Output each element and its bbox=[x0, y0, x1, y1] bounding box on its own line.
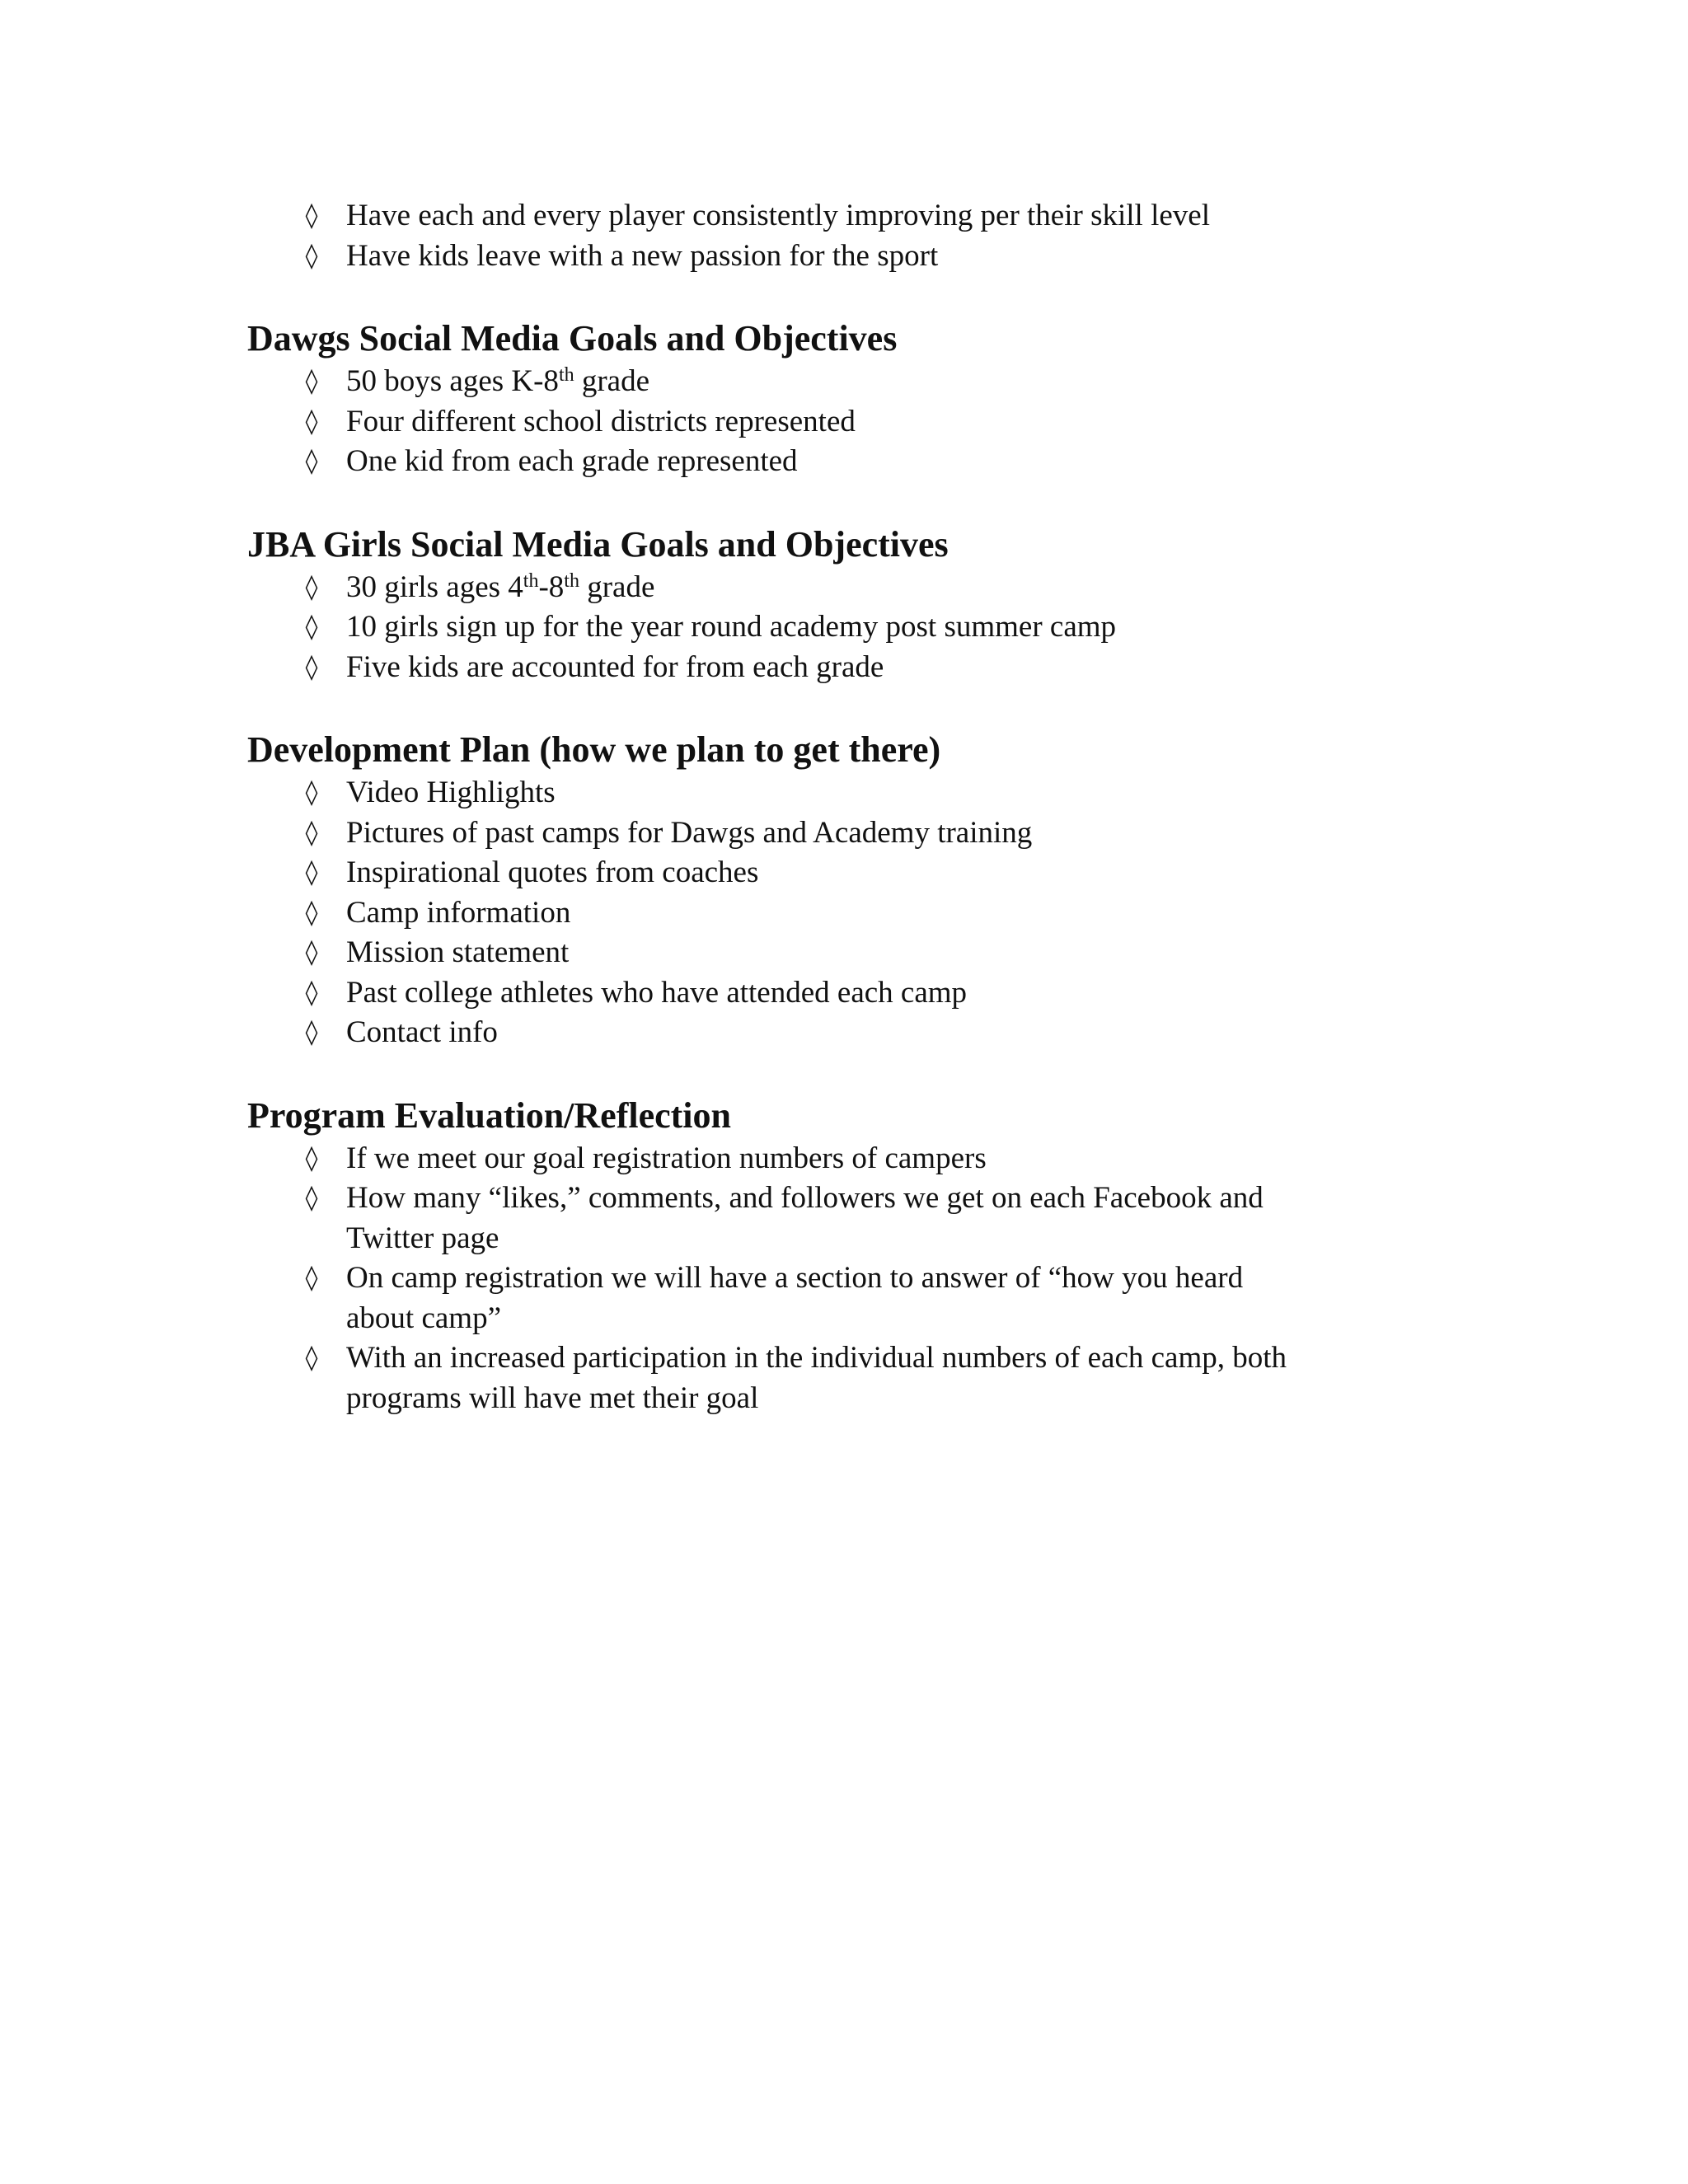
diamond-bullet-icon: ◊ bbox=[305, 201, 318, 230]
diamond-bullet-icon: ◊ bbox=[305, 977, 318, 1007]
diamond-bullet-icon: ◊ bbox=[305, 1183, 318, 1212]
text-line: programs will have met their goal bbox=[346, 1380, 759, 1415]
list-item-text: Have each and every player consistently improving per their skill level bbox=[346, 199, 1210, 232]
diamond-bullet-icon: ◊ bbox=[305, 1143, 318, 1173]
diamond-bullet-icon: ◊ bbox=[305, 447, 318, 476]
section-heading: Dawgs Social Media Goals and Objectives bbox=[247, 318, 898, 359]
diamond-bullet-icon: ◊ bbox=[305, 858, 318, 887]
superscript: th bbox=[523, 569, 539, 592]
diamond-bullet-icon: ◊ bbox=[305, 898, 318, 927]
superscript: th bbox=[564, 569, 579, 592]
dawgs-list bbox=[247, 362, 1451, 482]
jba-section bbox=[247, 522, 1451, 688]
text-fragment: 50 boys ages K-8 bbox=[346, 364, 559, 398]
text-line: Twitter page bbox=[346, 1221, 499, 1255]
development-section bbox=[247, 727, 1451, 1053]
diamond-bullet-icon: ◊ bbox=[305, 818, 318, 847]
list-item bbox=[247, 1179, 1451, 1258]
diamond-bullet-icon: ◊ bbox=[305, 612, 318, 641]
list-item bbox=[247, 237, 1451, 277]
list-item bbox=[247, 607, 1451, 648]
list-item bbox=[247, 893, 1451, 934]
list-item bbox=[247, 1258, 1451, 1338]
list-item-text bbox=[346, 1338, 1451, 1418]
diamond-bullet-icon: ◊ bbox=[305, 1263, 318, 1292]
list-item-text bbox=[346, 1179, 1451, 1258]
diamond-bullet-icon: ◊ bbox=[305, 652, 318, 682]
list-item bbox=[247, 442, 1451, 482]
list-item bbox=[247, 1139, 1451, 1179]
text-fragment: grade bbox=[579, 569, 655, 604]
diamond-bullet-icon: ◊ bbox=[305, 367, 318, 396]
diamond-bullet-icon: ◊ bbox=[305, 406, 318, 436]
diamond-bullet-icon: ◊ bbox=[305, 1018, 318, 1047]
list-item-text: Mission statement bbox=[346, 935, 570, 969]
diamond-bullet-icon: ◊ bbox=[305, 778, 318, 807]
list-item-text: Five kids are accounted for from each grade bbox=[346, 649, 884, 684]
text-line: With an increased participation in the individual numbers of each camp, both bbox=[346, 1341, 1287, 1375]
development-list bbox=[247, 773, 1451, 1053]
list-item-text bbox=[346, 1258, 1451, 1338]
list-item bbox=[247, 773, 1451, 813]
list-item bbox=[247, 1338, 1451, 1418]
list-item-text bbox=[346, 362, 1451, 402]
intro-list bbox=[247, 196, 1451, 276]
list-item bbox=[247, 362, 1451, 402]
list-item-text: Four different school districts represented bbox=[346, 404, 856, 438]
list-item bbox=[247, 1013, 1451, 1053]
list-item-text bbox=[346, 568, 1451, 608]
text-line: How many “likes,” comments, and followers we get on each Facebook and bbox=[346, 1181, 1264, 1215]
jba-list bbox=[247, 568, 1451, 688]
list-item bbox=[247, 568, 1451, 608]
list-item bbox=[247, 196, 1451, 237]
text-fragment: -8 bbox=[538, 569, 565, 604]
evaluation-section bbox=[247, 1093, 1451, 1419]
dawgs-section bbox=[247, 316, 1451, 482]
diamond-bullet-icon: ◊ bbox=[305, 938, 318, 967]
list-item bbox=[247, 813, 1451, 854]
list-item-text: One kid from each grade represented bbox=[346, 444, 798, 478]
text-line: about camp” bbox=[346, 1301, 501, 1335]
list-item-text: Video Highlights bbox=[346, 776, 556, 809]
list-item-text: Past college athletes who have attended each camp bbox=[346, 975, 968, 1010]
diamond-bullet-icon: ◊ bbox=[305, 1343, 318, 1372]
superscript: th bbox=[558, 364, 574, 386]
list-item-text: Inspirational quotes from coaches bbox=[346, 855, 759, 889]
list-item bbox=[247, 648, 1451, 688]
diamond-bullet-icon: ◊ bbox=[305, 241, 318, 270]
text-fragment: 30 girls ages 4 bbox=[346, 569, 523, 604]
diamond-bullet-icon: ◊ bbox=[305, 572, 318, 602]
section-heading: JBA Girls Social Media Goals and Objectives bbox=[247, 523, 949, 565]
list-item-text: 10 girls sign up for the year round academy post summer camp bbox=[346, 610, 1117, 644]
list-item-text: Have kids leave with a new passion for the sport bbox=[346, 238, 939, 273]
list-item bbox=[247, 973, 1451, 1014]
list-item bbox=[247, 853, 1451, 893]
evaluation-list bbox=[247, 1139, 1451, 1419]
list-item-text: Pictures of past camps for Dawgs and Academy training bbox=[346, 815, 1033, 850]
text-fragment: grade bbox=[574, 364, 650, 398]
document-content bbox=[247, 196, 1451, 1418]
section-heading: Program Evaluation/Reflection bbox=[247, 1094, 731, 1136]
list-item-text: If we meet our goal registration numbers of campers bbox=[346, 1141, 987, 1175]
text-line: On camp registration we will have a section to answer of “how you heard bbox=[346, 1261, 1244, 1295]
list-item bbox=[247, 402, 1451, 443]
section-heading: Development Plan (how we plan to get there) bbox=[247, 729, 941, 770]
intro-section bbox=[247, 196, 1451, 276]
list-item-text: Contact info bbox=[346, 1015, 498, 1049]
list-item bbox=[247, 933, 1451, 973]
list-item-text: Camp information bbox=[346, 895, 571, 930]
